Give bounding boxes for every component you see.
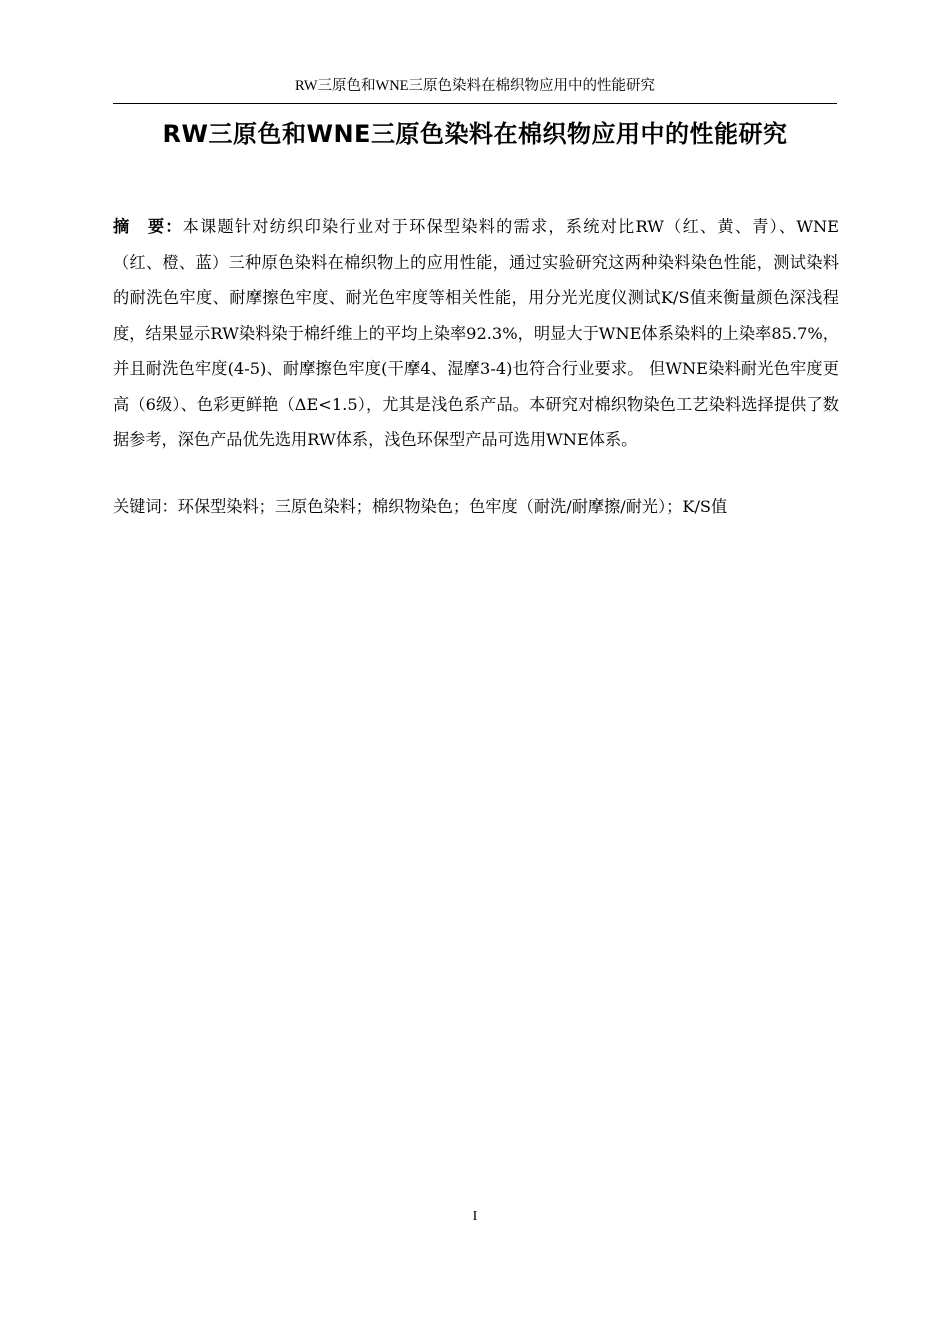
running-header: RW三原色和WNE三原色染料在棉织物应用中的性能研究 bbox=[294, 78, 656, 94]
keywords-text: 环保型染料；三原色染料；棉织物染色；色牢度（耐洗/耐摩擦/耐光）；K/S值 bbox=[177, 497, 728, 516]
abstract-text: 本课题针对纺织印染行业对于环保型染料的需求，系统对比RW（红、黄、青）、WNE（红、橙、蓝）三种原色染料在棉织物上的应用性能，通过实验研究这两种染料染色性能，测试染料的耐洗色牢度、耐摩擦色牢度、耐光色牢度等相关性能，用分光光度仪测试K/S值来衡量颜色深浅程度，结果显示RW染料染于棉纤维上的平均上染率92.3%，明显大于WNE体系染料的上染率85.7%，并且耐洗色牢度(4-5)、耐摩擦色牢度(干摩4、湿摩3-4)也符合行业要求。 但WNE染料耐光色牢度更高（6级）、色彩更鲜艳（ΔE<1.5），尤其是浅色系产品。本研究对棉织物染色工艺染料选择提供了数据参考，深色产品优先选用RW体系，浅色环保型产品可选用WNE体系。 bbox=[113, 217, 839, 449]
document-title: RW三原色和WNE三原色染料在棉织物应用中的性能研究 bbox=[162, 120, 788, 148]
keywords-paragraph bbox=[113, 489, 839, 525]
page-number: I bbox=[472, 1209, 478, 1224]
header-divider bbox=[113, 103, 837, 104]
abstract-paragraph bbox=[113, 209, 839, 458]
abstract-label: 摘 要： bbox=[113, 217, 183, 236]
keywords-label: 关键词： bbox=[113, 497, 178, 516]
